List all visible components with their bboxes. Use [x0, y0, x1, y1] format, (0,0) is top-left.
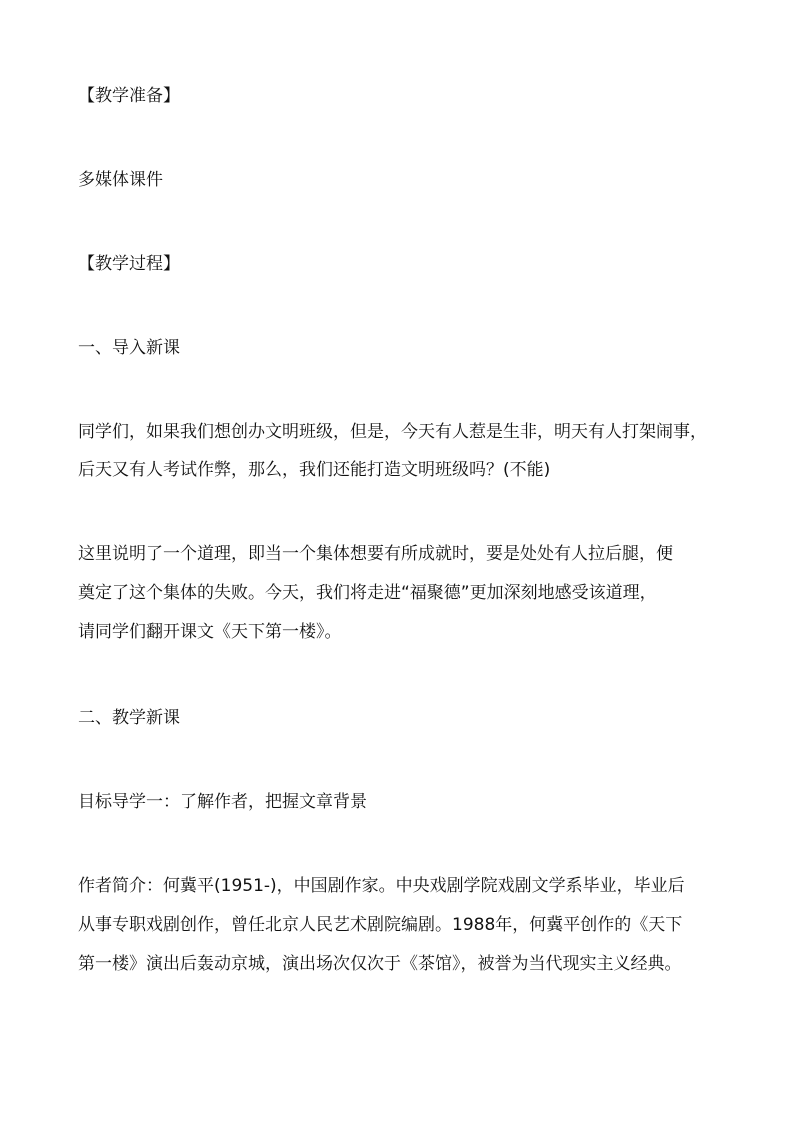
- part1-paragraph1-line2: 后天又有人考试作弊，那么，我们还能打造文明班级吗？(不能): [78, 460, 551, 480]
- author-intro-line3: 第一楼》演出后轰动京城，演出场次仅次于《茶馆》，被誉为当代现实主义经典。: [78, 954, 682, 974]
- part1-heading: 一、导入新课: [78, 338, 180, 358]
- goal1-heading: 目标导学一：了解作者，把握文章背景: [78, 792, 367, 812]
- process-heading: 【教学过程】: [78, 254, 180, 274]
- part1-paragraph2-line1: 这里说明了一个道理，即当一个集体想要有所成就时，要是处处有人拉后腿，便: [78, 544, 673, 564]
- part1-paragraph2-line2: 奠定了这个集体的失败。今天，我们将走进“福聚德”更加深刻地感受该道理，: [78, 583, 657, 603]
- part2-heading: 二、教学新课: [78, 708, 180, 728]
- preparation-text: 多媒体课件: [78, 170, 163, 190]
- author-intro-line1: 作者简介：何冀平(1951-)，中国剧作家。中央戏剧学院戏剧文学系毕业，毕业后: [78, 876, 685, 896]
- part1-paragraph2-line3: 请同学们翻开课文《天下第一楼》。: [78, 622, 342, 642]
- author-intro-line2: 从事专职戏剧创作，曾任北京人民艺术剧院编剧。1988年，何冀平创作的《天下: [78, 915, 683, 935]
- part1-paragraph1-line1: 同学们，如果我们想创办文明班级，但是，今天有人惹是生非，明天有人打架闹事，: [78, 422, 707, 442]
- preparation-heading: 【教学准备】: [78, 86, 180, 106]
